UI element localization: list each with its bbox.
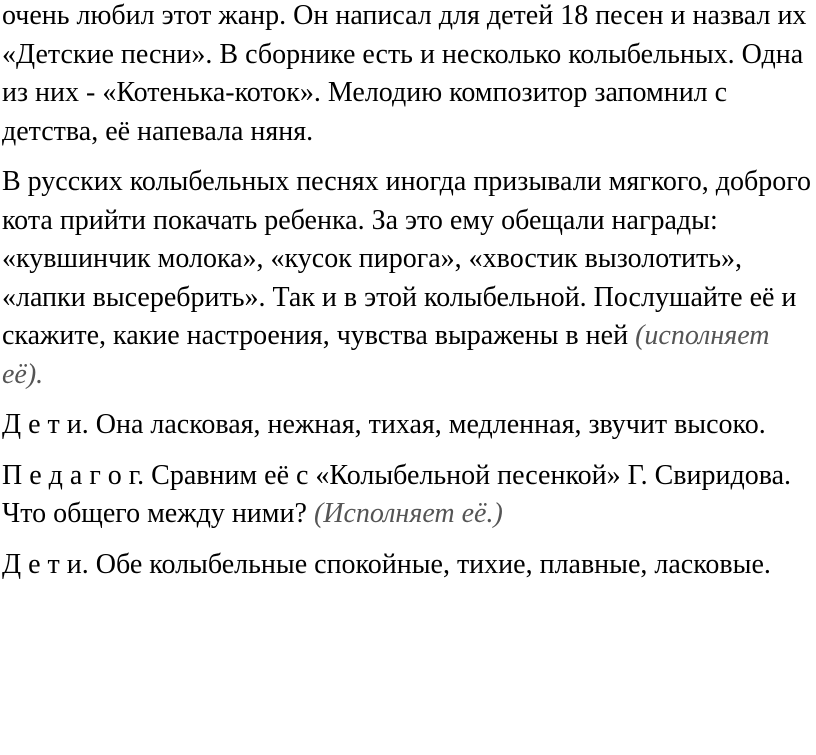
paragraph-5 [2, 546, 814, 585]
paragraph-2-text: В русских колыбельных песнях иногда призывали мягкого, доброго кота прийти покачать ребенка. За это ему обещали награды: «кувшинчик молока», «кусок пирога», «хвостик вызолотить», «лапки высеребрить». Так и в этой колыбельной. Послушайте её и скажите, какие настроения, чувства выражены в ней [2, 166, 811, 351]
speaker-children-2: Д е т и. [2, 548, 89, 580]
paragraph-5-text: Обе колыбельные спокойные, тихие, плавные, ласковые. [88, 548, 771, 580]
paragraph-4-text: Сравним её с «Колыбельной песенкой» Г. Свиридова. Что общего между ними? [2, 459, 792, 529]
paragraph-3 [2, 406, 814, 445]
document-page [2, 0, 814, 596]
paragraph-2 [2, 163, 814, 394]
paragraph-3-text: Она ласковая, нежная, тихая, медленная, звучит высоко. [88, 409, 766, 440]
stage-direction-1: (исполняет её). [2, 320, 770, 390]
paragraph-4 [2, 457, 814, 534]
paragraph-1 [2, 0, 814, 151]
speaker-teacher: П е д а г о г. [2, 459, 145, 491]
stage-direction-2: (Исполняет её.) [313, 498, 503, 529]
paragraph-1-text: очень любил этот жанр. Он написал для детей 18 песен и назвал их «Детские песни». В сборнике есть и несколько колыбельных. Одна из них - «Котенька-коток». Мелодию композитор запомнил с детства, её напевала няня. [2, 0, 807, 147]
speaker-children-1: Д е т и. [2, 409, 89, 440]
